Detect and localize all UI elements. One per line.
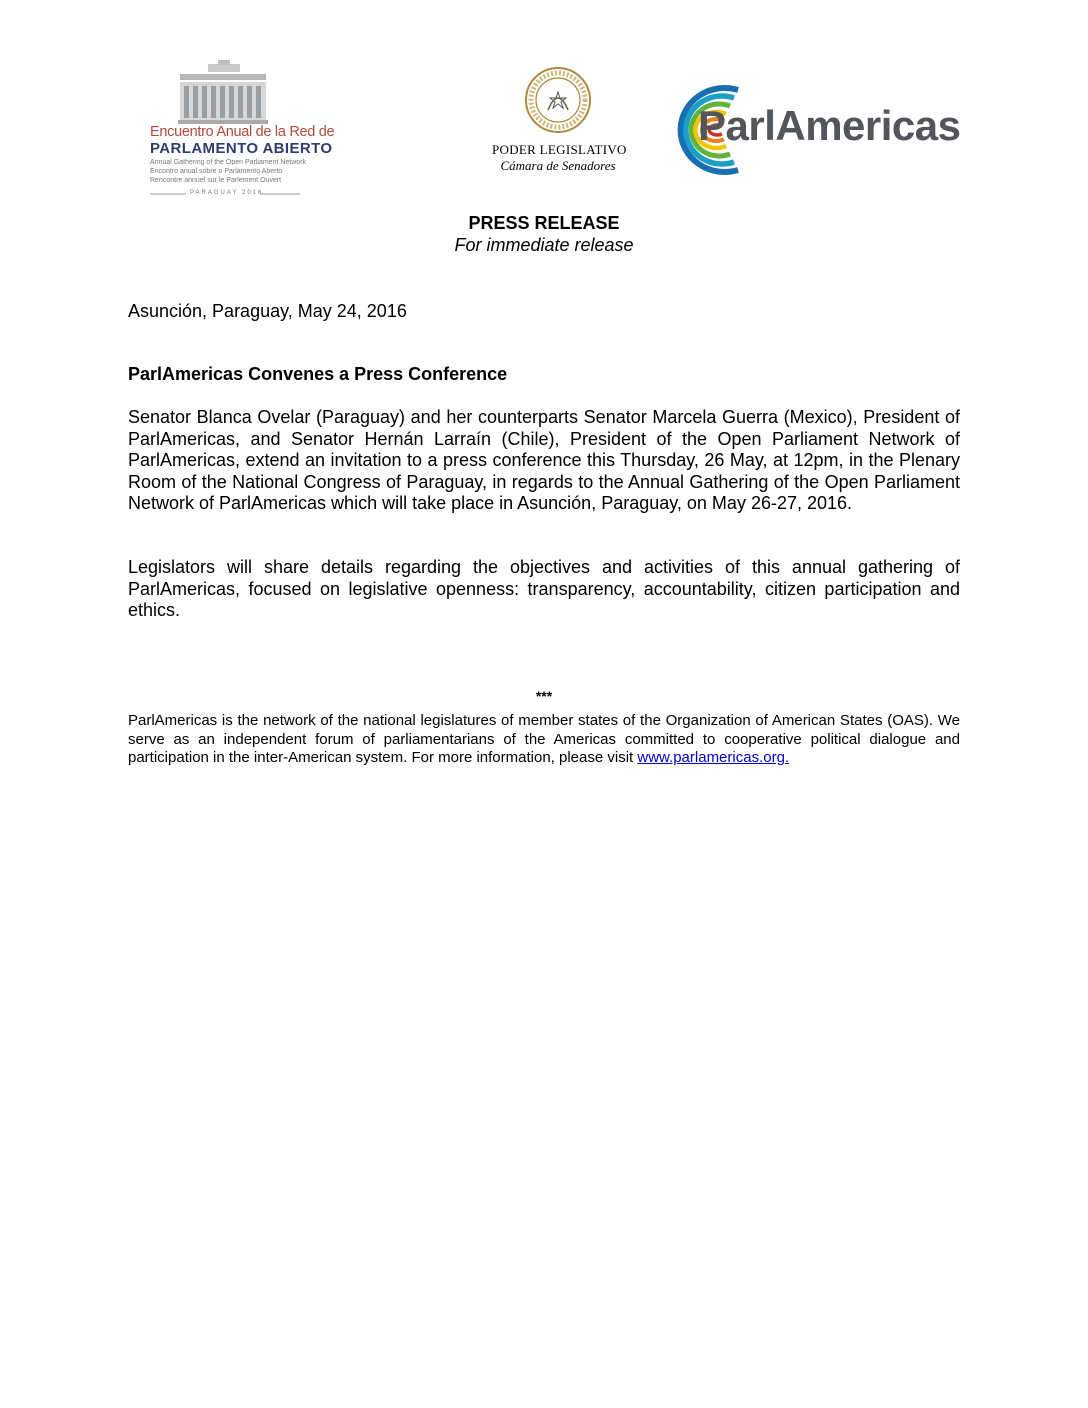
encuentro-line-en: Annual Gathering of the Open Parliament Network — [150, 159, 307, 166]
dateline: Asunción, Paraguay, May 24, 2016 — [128, 301, 407, 321]
body-paragraph: Senator Blanca Ovelar (Paraguay) and her counterparts Senator Marcela Guerra (Mexico), President of ParlAmericas, and Senator Hernán Larraín (Chile), President of the Open Parliament Network of ParlAmericas, extend an invitation to a press conference this Thursday, 26 May, at 12pm, in the Plenary Room of the National Congress of Paraguay, in regards to the Annual Gathering of the Open Parliament Network of ParlAmericas which will take place in Asunción, Paraguay, on May 26-27, 2016. — [128, 407, 960, 513]
encuentro-footer-rule — [150, 191, 300, 197]
encuentro-line-pt: Encontro anual sobre o Parlamento Aberto — [150, 168, 283, 175]
encuentro-footer: PARAGUAY 2016 — [190, 190, 264, 196]
headline: ParlAmericas Convenes a Press Conference — [128, 364, 508, 384]
press-release-title: PRESS RELEASE — [468, 213, 620, 233]
separator: *** — [535, 688, 553, 704]
website-link[interactable]: www.parlamericas.org. — [637, 749, 790, 766]
press-release-subtitle: For immediate release — [454, 235, 634, 255]
building-icon — [178, 60, 268, 124]
seal-icon — [524, 66, 592, 134]
encuentro-subtitle: PARLAMENTO ABIERTO — [150, 140, 333, 157]
about-paragraph — [128, 712, 960, 768]
about-text: ParlAmericas is the network of the national legislatures of member states of the Organization of American States (OAS). We serve as an independent forum of parliamentarians of the Americas committed to cooperative political dialogue and participation in the inter-American system. For more information, please visit — [128, 712, 960, 766]
body-paragraph: Legislators will share details regarding the objectives and activities of this annual gathering of ParlAmericas, focused on legislative openness: transparency, accountability, citizen participation and ethics. — [128, 557, 960, 620]
encuentro-logo — [150, 58, 335, 208]
parlamericas-logo — [650, 84, 966, 176]
encuentro-title: Encuentro Anual de la Red de — [150, 124, 335, 140]
logo-bar — [0, 0, 1088, 210]
parlamericas-wordmark: ParlAmericas — [698, 102, 961, 149]
poder-title: PODER LEGISLATIVO — [492, 142, 627, 157]
poder-legislativo-logo — [492, 64, 627, 174]
poder-subtitle: Cámara de Senadores — [500, 158, 616, 173]
encuentro-line-fr: Rencontre annuel sur le Parlement Ouvert — [150, 177, 282, 184]
